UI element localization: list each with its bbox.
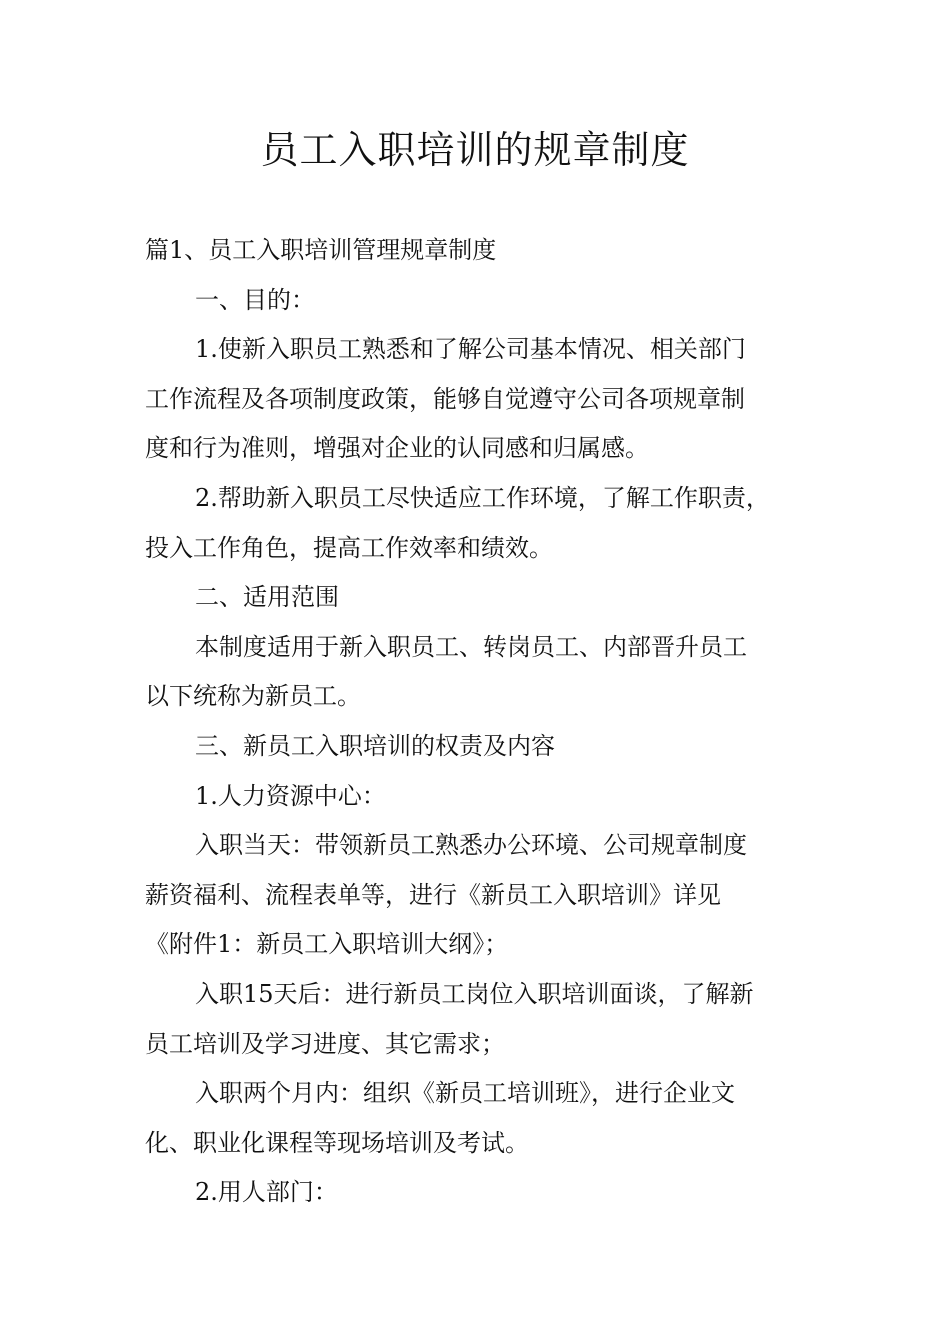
document-title: 员工入职培训的规章制度	[260, 128, 690, 172]
paragraph-line: 以下统称为新员工。	[145, 682, 361, 711]
paragraph-line: 三、新员工入职培训的权责及内容	[195, 731, 555, 760]
paragraph-line: 工作流程及各项制度政策，能够自觉遵守公司各项规章制	[145, 384, 745, 413]
paragraph-line: 二、适用范围	[195, 583, 339, 612]
paragraph-line: 一、目的：	[195, 285, 315, 314]
paragraph-line: 员工培训及学习进度、其它需求；	[145, 1029, 505, 1058]
paragraph-line: 投入工作角色，提高工作效率和绩效。	[145, 533, 553, 562]
paragraph-line: 入职15天后：进行新员工岗位入职培训面谈，了解新	[195, 979, 754, 1008]
paragraph-line: 2.帮助新入职员工尽快适应工作环境，了解工作职责，	[195, 483, 770, 512]
paragraph-line: 入职当天：带领新员工熟悉办公环境、公司规章制度	[195, 831, 747, 860]
paragraph-line: 1.使新入职员工熟悉和了解公司基本情况、相关部门	[195, 335, 746, 364]
paragraph-line: 入职两个月内：组织《新员工培训班》，进行企业文	[195, 1079, 735, 1108]
document-body	[145, 226, 810, 1218]
paragraph-line: 化、职业化课程等现场培训及考试。	[145, 1128, 529, 1157]
paragraph-line: 本制度适用于新入职员工、转岗员工、内部晋升员工	[195, 632, 747, 661]
paragraph-line: 《附件1：新员工入职培训大纲》；	[145, 930, 509, 959]
paragraph-line: 1.人力资源中心：	[195, 781, 386, 810]
paragraph-line: 2.用人部门：	[195, 1178, 338, 1207]
section-heading: 篇1、员工入职培训管理规章制度	[145, 236, 497, 264]
paragraph-line: 度和行为准则，增强对企业的认同感和归属感。	[145, 434, 649, 463]
paragraph-line: 薪资福利、流程表单等，进行《新员工入职培训》详见	[145, 880, 721, 909]
